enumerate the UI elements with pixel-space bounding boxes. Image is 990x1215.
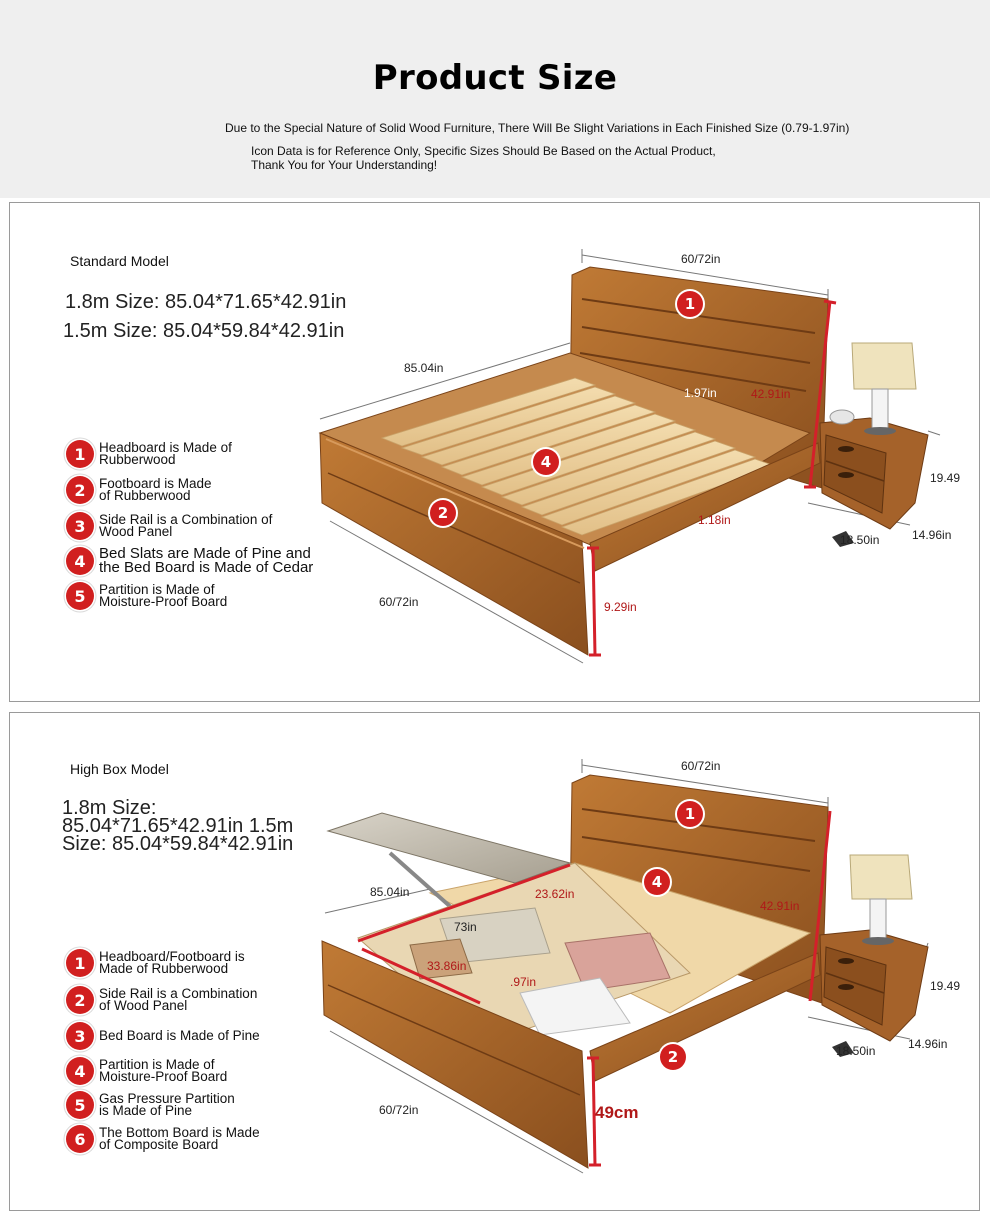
feature-number-badge: 4: [66, 547, 94, 575]
high-box-height-label: 42.91in: [760, 899, 800, 913]
standard-length-label: 85.04in: [404, 361, 444, 375]
feature-text: Bed Board is Made of Pine: [99, 1027, 260, 1043]
feature-number-badge: 2: [66, 476, 94, 504]
variation-note: Due to the Special Nature of Solid Wood Furniture, There Will Be Slight Variations in Each Finished Size (0.79-1.97in): [225, 121, 850, 135]
reference-note-line-2: Thank You for Your Understanding!: [251, 158, 438, 172]
standard-height-label: 42.91in: [751, 387, 791, 401]
feature-number-badge: 5: [66, 582, 94, 610]
feature-text: Headboard/Footboard is Made of Rubberwood: [99, 948, 245, 976]
feature-text: Bed Slats are Made of Pine and the Bed Board is Made of Cedar: [99, 545, 314, 576]
reference-note: [251, 144, 716, 172]
standard-feature-3: [66, 512, 272, 540]
high-box-sizes: 1.8m Size: 85.04*71.65*42.91in 1.5m Size: 85.04*59.84*42.91in: [62, 797, 294, 855]
feature-text: Partition is Made of Moisture-Proof Board: [99, 581, 228, 609]
high-box-bed-board-marker: 4: [644, 869, 670, 895]
high-box-side-rail-marker: 2: [660, 1044, 686, 1070]
high-box-feature-2: [66, 986, 257, 1014]
feature-number-badge: 1: [66, 440, 94, 468]
feature-number-badge: 1: [66, 949, 94, 977]
standard-feature-1: [66, 440, 232, 468]
feature-text: Side Rail is a Combination of Wood Panel: [99, 511, 273, 539]
feature-text: Footboard is Made of Rubberwood: [99, 475, 212, 503]
standard-nightstand-width-label: 18.50in: [840, 533, 880, 547]
standard-model-label: Standard Model: [70, 253, 169, 269]
high-box-foot-height-label: 49cm: [595, 1103, 639, 1122]
feature-text: Partition is Made of Moisture-Proof Board: [99, 1056, 228, 1084]
feature-number-badge: 6: [66, 1125, 94, 1153]
standard-size-1-8m: 1.8m Size: 85.04*71.65*42.91in: [65, 291, 347, 313]
standard-nightstand-height-label: 19.49: [930, 471, 961, 485]
standard-head-width-label: 60/72in: [681, 252, 721, 266]
standard-rail-height-label: 1.18in: [698, 513, 731, 527]
high-box-foot-width-label: 60/72in: [379, 1103, 419, 1117]
feature-number-badge: 2: [66, 986, 94, 1014]
high-box-nightstand-width-label: 18.50in: [836, 1044, 876, 1058]
feature-number-badge: 4: [66, 1057, 94, 1085]
page-title: Product Size: [372, 58, 618, 98]
high-box-length-label: 85.04in: [370, 885, 410, 899]
high-box-model-label: High Box Model: [70, 761, 169, 777]
high-box-feature-3: [66, 1022, 260, 1050]
standard-foot-height-label: 9.29in: [604, 600, 637, 614]
standard-size-1-5m: 1.5m Size: 85.04*59.84*42.91in: [63, 320, 345, 342]
high-box-storage-length-label: 33.86in: [427, 959, 467, 973]
standard-slat-gap-label: 1.97in: [684, 386, 717, 400]
high-box-nightstand-height-label: 19.49: [930, 979, 961, 993]
high-box-feature-5: [66, 1091, 235, 1119]
feature-number-badge: 3: [66, 1022, 94, 1050]
feature-number-badge: 3: [66, 512, 94, 540]
reference-note-line-1: Icon Data is for Reference Only, Specific Sizes Should Be Based on the Actual Product,: [251, 144, 716, 158]
high-box-model-panel: [9, 712, 980, 1211]
feature-number-badge: 5: [66, 1091, 94, 1119]
high-box-nightstand-depth-label: 14.96in: [908, 1037, 948, 1051]
high-box-storage-width-label: 23.62in: [535, 887, 575, 901]
standard-foot-width-label: 60/72in: [379, 595, 419, 609]
high-box-feature-1: [66, 949, 245, 977]
high-box-feature-4: [66, 1057, 227, 1085]
high-box-storage-height-label: .97in: [510, 975, 537, 989]
high-box-head-width-label: 60/72in: [681, 759, 721, 773]
high-box-feature-6: [66, 1125, 260, 1153]
feature-text: Side Rail is a Combination of Wood Panel: [99, 985, 258, 1013]
standard-feature-4: [66, 547, 313, 575]
feature-text: Gas Pressure Partition is Made of Pine: [99, 1090, 235, 1118]
standard-headboard-marker: 1: [677, 291, 703, 317]
standard-footboard-marker: 2: [430, 500, 456, 526]
header-banner: [0, 0, 990, 198]
standard-slats-marker: 4: [533, 449, 559, 475]
standard-feature-2: [66, 476, 212, 504]
standard-nightstand-depth-label: 14.96in: [912, 528, 952, 542]
feature-text: Headboard is Made of Rubberwood: [99, 439, 232, 467]
high-box-storage-depth-label: 73in: [454, 920, 477, 934]
standard-feature-5: [66, 582, 227, 610]
high-box-headboard-marker: 1: [677, 801, 703, 827]
feature-text: The Bottom Board is Made of Composite Board: [99, 1124, 260, 1152]
standard-model-panel: [9, 202, 980, 702]
